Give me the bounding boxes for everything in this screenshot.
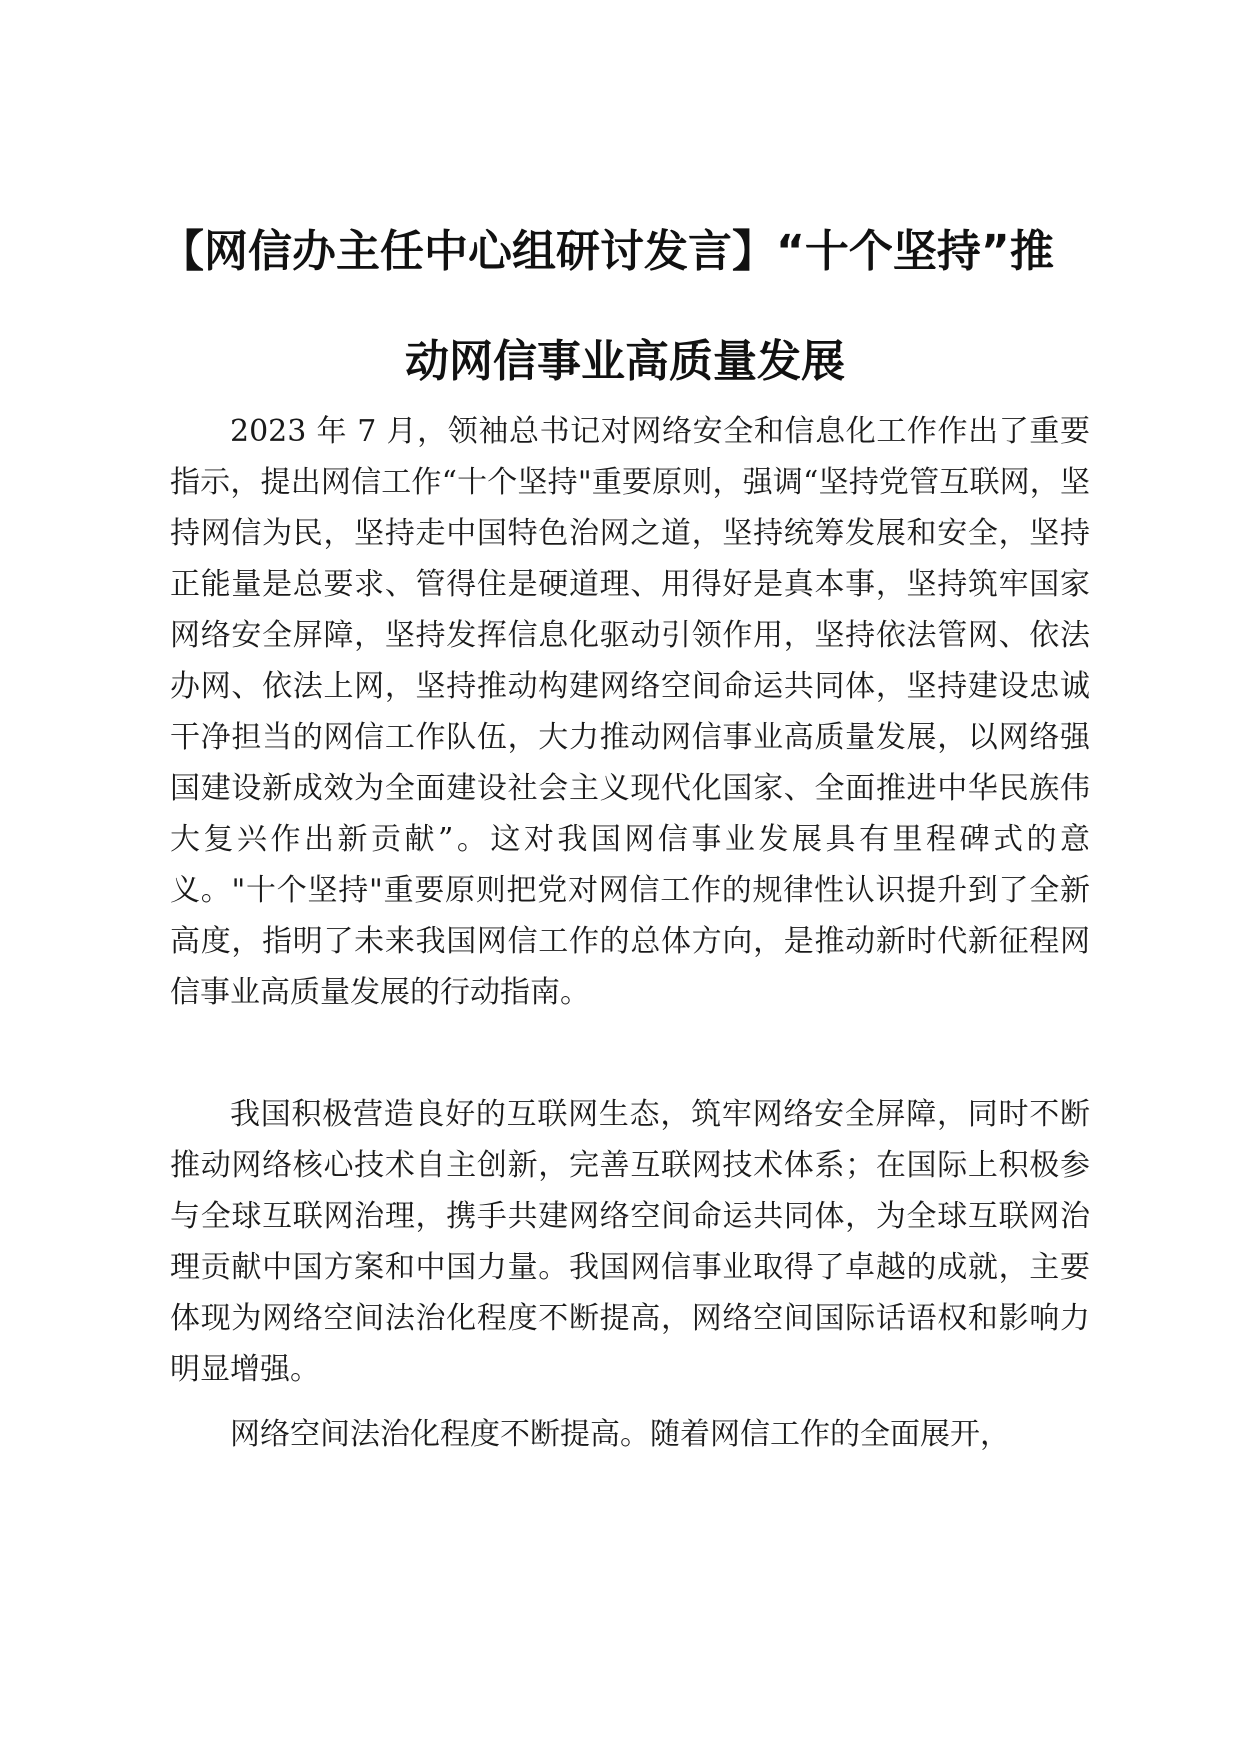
paragraph-3: 网络空间法治化程度不断提高。随着网信工作的全面展开，: [230, 1417, 1010, 1452]
paragraph-1: 2023 年 7 月，领袖总书记对网络安全和信息化工作作出了重要指示，提出网信工作“十个坚持"重要原则，强调“坚持党管互联网，坚持网信为民，坚持走中国特色治网之道，坚持统筹发展和安全，坚持正能量是总要求、管得住是硬道理、用得好是真本事，坚持筑牢国家网络安全屏障，坚持发挥信息化驱动引领作用，坚持依法管网、依法办网、依法上网，坚持推动构建网络空间命运共同体，坚持建设忠诚干净担当的网信工作队伍，大力推动网信事业高质量发展，以网络强国建设新成效为全面建设社会主义现代化国家、全面推进中华民族伟大复兴作出新贡献”。这对我国网信事业发展具有里程碑式的意义。"十个坚持"重要原则把党对网信工作的规律性认识提升到了全新高度，指明了未来我国网信工作的总体方向，是推动新时代新征程网信事业高质量发展的行动指南。: [170, 414, 1090, 1010]
document-title-line-2: 动网信事业高质量发展: [405, 336, 845, 387]
document-title-line-1: 【网信办主任中心组研讨发言】“十个坚持”推: [160, 226, 1054, 277]
paragraph-2: 我国积极营造良好的互联网生态，筑牢网络安全屏障，同时不断推动网络核心技术自主创新，完善互联网技术体系；在国际上积极参与全球互联网治理，携手共建网络空间命运共同体，为全球互联网治理贡献中国方案和中国力量。我国网信事业取得了卓越的成就，主要体现为网络空间法治化程度不断提高，网络空间国际话语权和影响力明显增强。: [170, 1097, 1090, 1387]
